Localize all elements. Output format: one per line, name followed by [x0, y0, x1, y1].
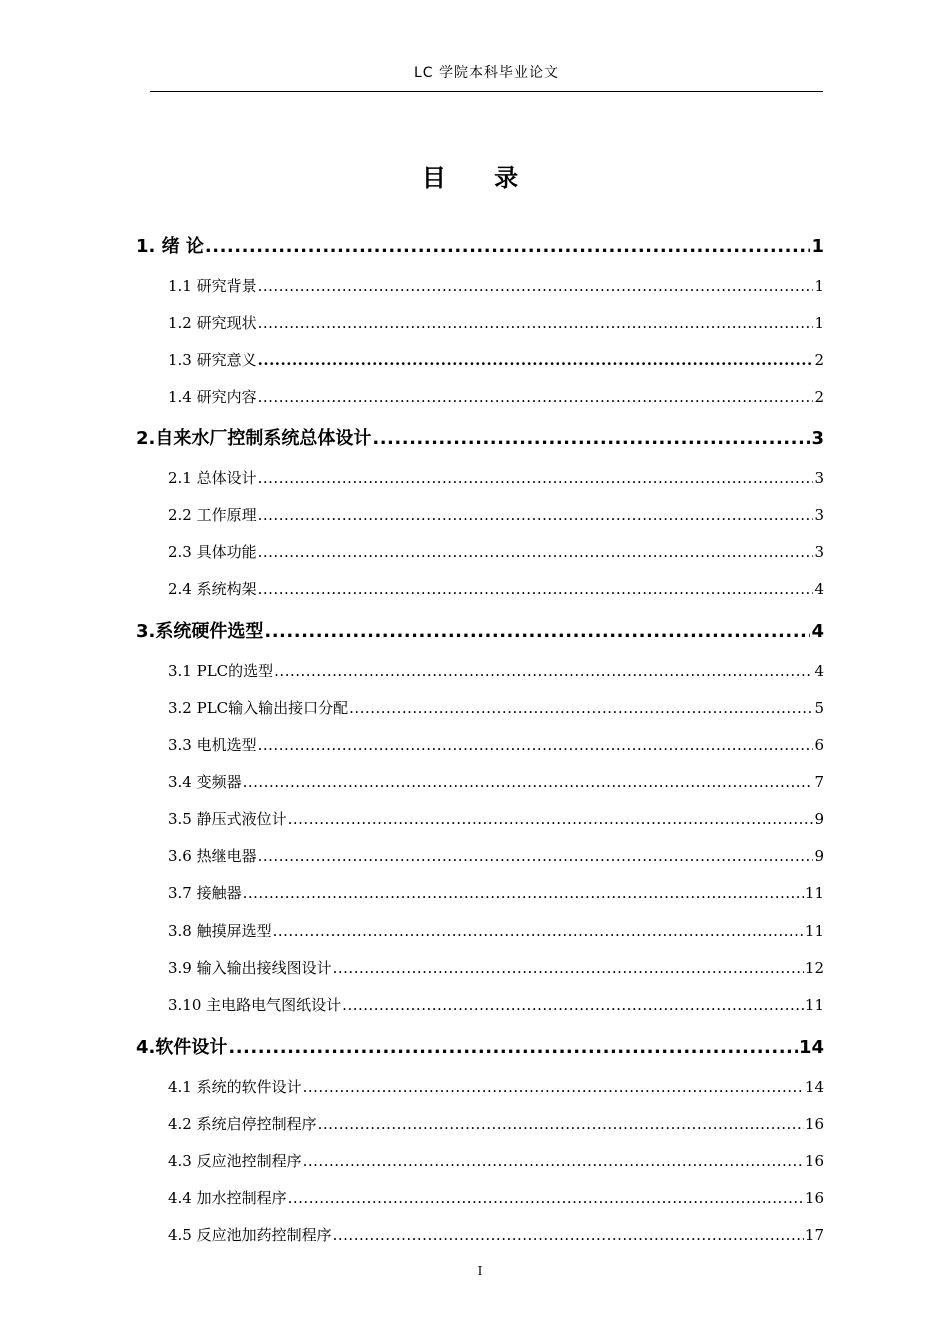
toc-entry-page: 2 [814, 351, 824, 369]
toc-entry-label: 2.1 总体设计 [168, 469, 257, 487]
toc-entry-page: 11 [804, 922, 824, 940]
dot-leader [228, 1037, 798, 1058]
toc-entry-chapter[interactable] [136, 424, 824, 450]
toc-entry-section[interactable] [168, 771, 824, 792]
toc-entry-label: 3.3 电机选型 [168, 736, 257, 754]
dot-leader [258, 543, 814, 561]
toc-entry-section[interactable] [168, 578, 824, 599]
toc-entry-label: 4.软件设计 [136, 1037, 228, 1058]
dot-leader [318, 1115, 804, 1133]
toc-entry-label: 3.10 主电路电气图纸设计 [168, 996, 342, 1014]
dot-leader [372, 428, 810, 449]
toc-entry-label: 4.5 反应池加药控制程序 [168, 1226, 332, 1244]
toc-entry-label: 3.5 静压式液位计 [168, 810, 287, 828]
toc-entry-label: 3.8 触摸屏选型 [168, 922, 272, 940]
toc-entry-page: 3 [814, 506, 824, 524]
toc-entry-label: 4.1 系统的软件设计 [168, 1078, 302, 1096]
dot-leader [258, 388, 814, 406]
toc-entry-page: 6 [814, 736, 824, 754]
page-number: I [477, 1264, 483, 1278]
dot-leader [258, 351, 814, 369]
toc-entry-page: 14 [804, 1078, 824, 1096]
toc-entry-page: 4 [811, 621, 824, 642]
toc-entry-label: 4.2 系统启停控制程序 [168, 1115, 317, 1133]
toc-entry-label: 3.6 热继电器 [168, 847, 257, 865]
toc-entry-page: 16 [804, 1189, 824, 1207]
dot-leader [333, 959, 804, 977]
toc-entry-label: 3.9 输入输出接线图设计 [168, 959, 332, 977]
toc-entry-label: 1.3 研究意义 [168, 351, 257, 369]
toc-entry-page: 11 [804, 884, 824, 902]
toc-entry-page: 17 [804, 1226, 824, 1244]
toc-entry-page: 4 [814, 662, 824, 680]
toc-entry-page: 3 [814, 469, 824, 487]
toc-entry-chapter[interactable] [136, 232, 824, 258]
toc-entry-section[interactable] [168, 504, 824, 525]
toc-entry-page: 1 [814, 277, 824, 295]
toc-entry-page: 2 [814, 388, 824, 406]
toc-entry-section[interactable] [168, 734, 824, 755]
toc-entry-page: 14 [798, 1037, 824, 1058]
toc-entry-section[interactable] [168, 697, 824, 718]
toc-entry-section[interactable] [168, 1187, 824, 1208]
toc-entry-page: 4 [814, 580, 824, 598]
dot-leader [303, 1152, 804, 1170]
toc-entry-chapter[interactable] [136, 617, 824, 643]
toc-entry-section[interactable] [168, 1076, 824, 1097]
dot-leader [258, 277, 814, 295]
dot-leader [258, 314, 814, 332]
toc-entry-page: 9 [814, 847, 824, 865]
toc-entry-page: 3 [811, 428, 824, 449]
toc-entry-label: 3.1 PLC的选型 [168, 662, 274, 680]
toc-entry-section[interactable] [168, 386, 824, 407]
dot-leader [258, 506, 814, 524]
dot-leader [349, 699, 813, 717]
toc-entry-label: 1.4 研究内容 [168, 388, 257, 406]
toc-entry-section[interactable] [168, 845, 824, 866]
toc-entry-page: 11 [804, 996, 824, 1014]
toc-entry-label: 2.2 工作原理 [168, 506, 257, 524]
toc-entry-label: 1.2 研究现状 [168, 314, 257, 332]
toc-entry-section[interactable] [168, 957, 824, 978]
toc-entry-section[interactable] [168, 994, 824, 1015]
toc-entry-label: 3.7 接触器 [168, 884, 242, 902]
toc-entry-section[interactable] [168, 467, 824, 488]
toc-entry-label: 2.3 具体功能 [168, 543, 257, 561]
toc-entry-section[interactable] [168, 920, 824, 941]
running-header: LC 学院本科毕业论文 [413, 65, 560, 81]
toc-entry-section[interactable] [168, 1150, 824, 1171]
toc-entry-section[interactable] [168, 275, 824, 296]
dot-leader [288, 1189, 804, 1207]
toc-entry-label: 1. 绪 论 [136, 236, 204, 257]
dot-leader [273, 922, 804, 940]
toc-entry-chapter[interactable] [136, 1033, 824, 1059]
toc-entry-label: 2.自来水厂控制系统总体设计 [136, 428, 372, 449]
dot-leader [274, 662, 813, 680]
toc-title: 目 录 [421, 164, 539, 192]
toc-entry-label: 4.4 加水控制程序 [168, 1189, 287, 1207]
toc-entry-page: 5 [814, 699, 824, 717]
toc-entry-label: 3.4 变频器 [168, 773, 242, 791]
dot-leader [342, 996, 804, 1014]
toc-entry-page: 3 [814, 543, 824, 561]
toc-entry-page: 16 [804, 1152, 824, 1170]
toc-entry-page: 1 [811, 236, 824, 257]
toc-entry-label: 4.3 反应池控制程序 [168, 1152, 302, 1170]
toc-entry-label: 1.1 研究背景 [168, 277, 257, 295]
dot-leader [243, 773, 814, 791]
dot-leader [258, 469, 814, 487]
dot-leader [303, 1078, 804, 1096]
dot-leader [205, 236, 811, 257]
toc-entry-section[interactable] [168, 660, 824, 681]
toc-entry-label: 3.系统硬件选型 [136, 621, 264, 642]
dot-leader [243, 884, 804, 902]
dot-leader [258, 736, 814, 754]
toc-entry-page: 1 [814, 314, 824, 332]
toc-entry-section[interactable] [168, 808, 824, 829]
toc-entry-page: 7 [814, 773, 824, 791]
dot-leader [333, 1226, 804, 1244]
dot-leader [258, 847, 814, 865]
toc-entry-page: 12 [804, 959, 824, 977]
toc-entry-section[interactable] [168, 349, 824, 370]
toc-entry-section[interactable] [168, 312, 824, 333]
toc-entry-page: 9 [814, 810, 824, 828]
toc-entry-section[interactable] [168, 541, 824, 562]
dot-leader [288, 810, 814, 828]
toc-entry-section[interactable] [168, 1113, 824, 1134]
toc-entry-label: 2.4 系统构架 [168, 580, 257, 598]
toc-entry-page: 16 [804, 1115, 824, 1133]
toc-entry-section[interactable] [168, 1224, 824, 1245]
toc-entry-section[interactable] [168, 882, 824, 903]
dot-leader [264, 621, 810, 642]
dot-leader [258, 580, 814, 598]
toc-entry-label: 3.2 PLC输入输出接口分配 [168, 699, 349, 717]
